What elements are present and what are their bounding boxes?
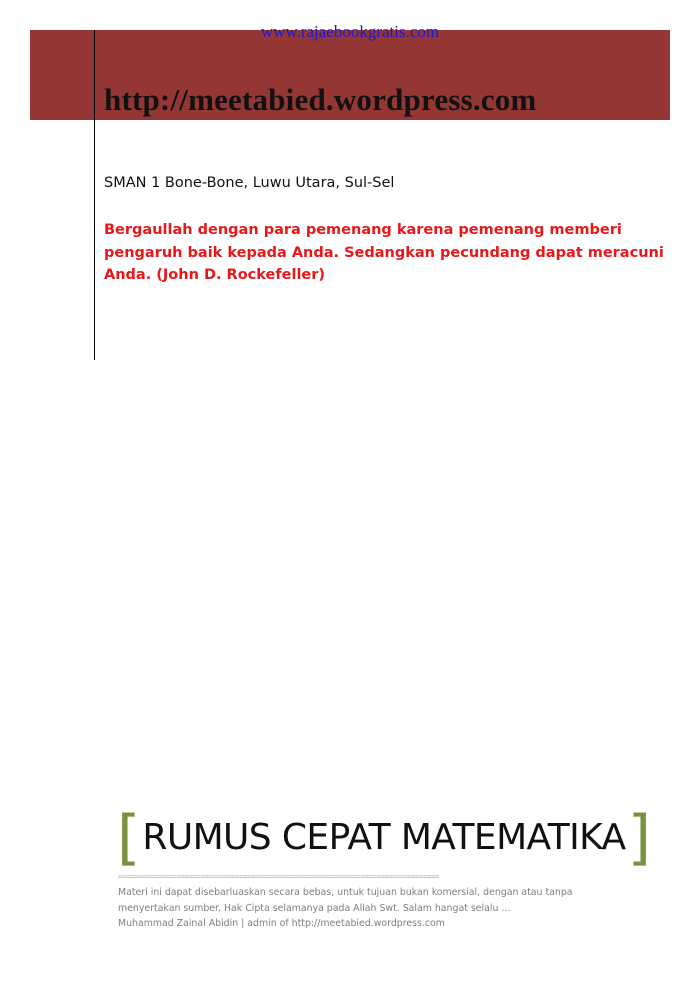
footer-notes — [118, 885, 573, 932]
footer-line-1: Materi ini dapat disebarluaskan secara bebas, untuk tujuan bukan komersial, dengan atau tanpa — [118, 887, 573, 898]
separator-line: ================================================================================== — [118, 873, 439, 881]
watermark-link[interactable]: www.rajaebookgratis.com — [260, 22, 440, 41]
left-bracket: [ — [117, 803, 141, 873]
vertical-divider — [94, 30, 95, 360]
right-bracket: ] — [627, 803, 651, 873]
footer-line-2: menyertakan sumber. Hak Cipta selamanya pada Allah Swt. Salam hangat selalu … — [118, 902, 511, 914]
main-title: RUMUS CEPAT MATEMATIKA — [142, 817, 626, 858]
quote-text: Bergaullah dengan para pemenang karena pemenang memberi pengaruh baik kepada Anda. Sedangkan pecundang dapat meracuni Anda. (John D. Rockefeller) — [104, 222, 664, 283]
footer-line-3: Muhammad Zainal Abidin | admin of http://meetabied.wordpress.com — [118, 918, 445, 929]
document-title — [117, 803, 651, 873]
site-url-heading: http://meetabied.wordpress.com — [104, 82, 537, 117]
school-name: SMAN 1 Bone-Bone, Luwu Utara, Sul-Sel — [104, 175, 395, 191]
